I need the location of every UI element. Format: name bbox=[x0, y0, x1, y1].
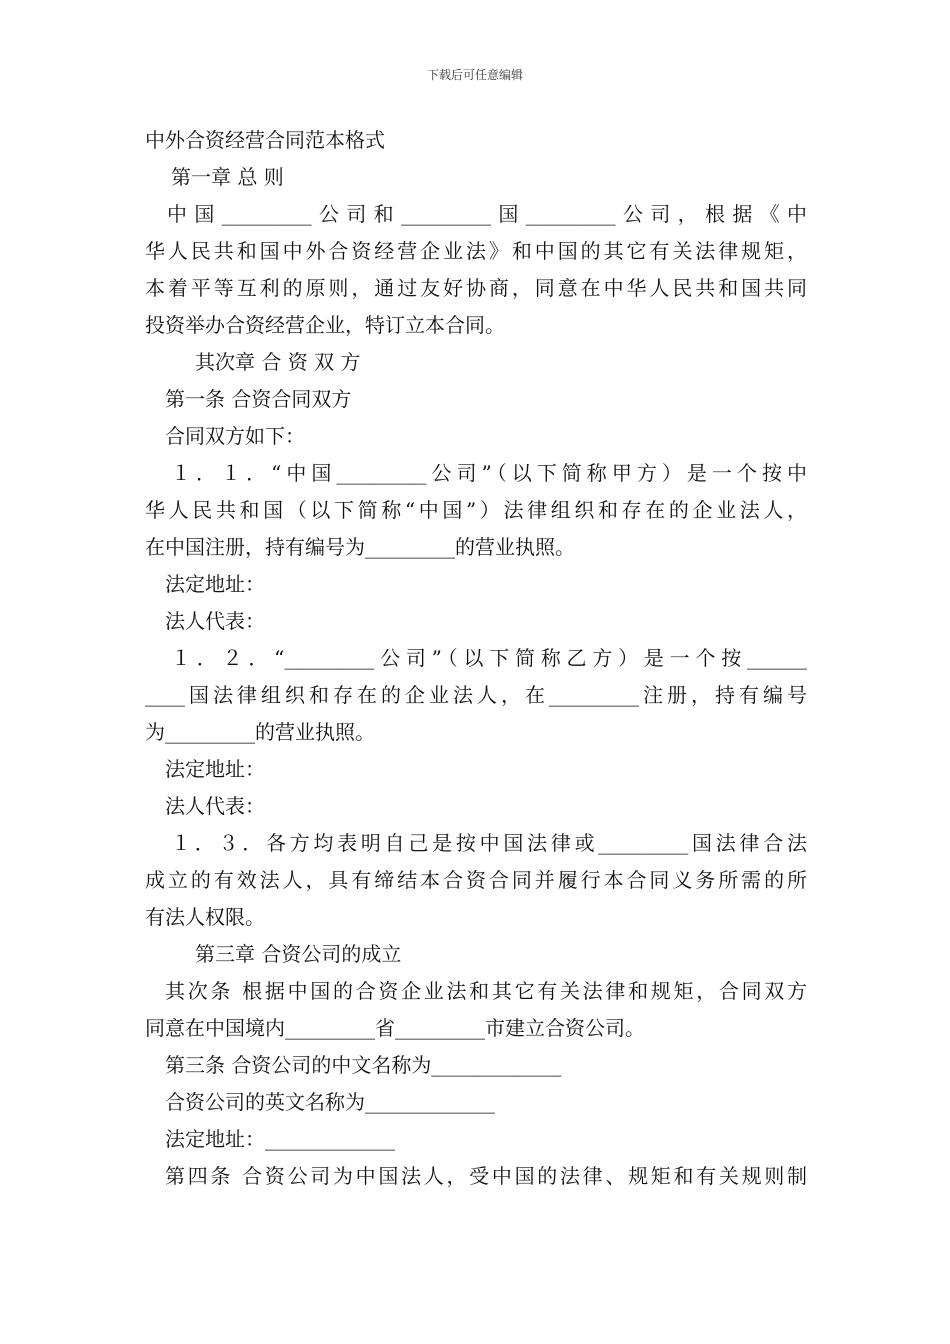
text-line: 华人民共和国中外合资经营企业法》和中国的其它有关法律规矩， bbox=[145, 239, 807, 263]
text-line: 法定地址：_____________ bbox=[165, 1127, 395, 1151]
text-line: 本着平等互利的原则，通过友好协商，同意在中华人民共和国共同 bbox=[145, 276, 807, 300]
text-line: 第一条 合资合同双方 bbox=[165, 387, 352, 411]
text-line: 第一章 总 则 bbox=[171, 165, 284, 189]
text-line: 第三章 合资公司的成立 bbox=[195, 942, 402, 966]
text-line: 同意在中国境内_________省_________市建立合资公司。 bbox=[145, 1016, 645, 1040]
text-line: 法定地址： bbox=[165, 757, 265, 781]
text-line: １．２．“_________公司”（以下简称乙方）是一个按______ bbox=[171, 646, 807, 670]
text-line: 法定地址： bbox=[165, 572, 265, 596]
text-line: 法人代表： bbox=[165, 794, 265, 818]
text-line: 合同双方如下： bbox=[165, 424, 305, 448]
text-line: 第四条 合资公司为中国法人，受中国的法律、规矩和有关规则制 bbox=[165, 1164, 807, 1188]
text-line: 中国_________公司和_________国_________公司，根据《中 bbox=[167, 202, 807, 226]
text-line: 法人代表： bbox=[165, 609, 265, 633]
text-line: １．３．各方均表明自己是按中国法律或_________国法律合法 bbox=[171, 831, 807, 855]
header-note: 下载后可任意编辑 bbox=[426, 68, 523, 82]
text-line: 华人民共和国（以下简称“中国”）法律组织和存在的企业法人， bbox=[145, 498, 807, 522]
text-line: １．１．“中国_________公司”（以下简称甲方）是一个按中 bbox=[171, 461, 807, 485]
text-line: 成立的有效法人，具有缔结本合资合同并履行本合同义务所需的所 bbox=[145, 868, 807, 892]
text-line: 在中国注册，持有编号为_________的营业执照。 bbox=[145, 535, 575, 559]
text-line: 其次章 合 资 双 方 bbox=[195, 350, 361, 374]
text-line: 为_________的营业执照。 bbox=[145, 720, 375, 744]
document-body bbox=[145, 122, 807, 1195]
text-line: 有法人权限。 bbox=[145, 905, 265, 929]
text-line: 投资举办合资经营企业，特订立本合同。 bbox=[145, 313, 505, 337]
text-line: ____国法律组织和存在的企业法人，在_________注册，持有编号 bbox=[145, 683, 807, 707]
text-line: 合资公司的英文名称为_____________ bbox=[165, 1090, 495, 1114]
text-line: 其次条 根据中国的合资企业法和其它有关法律和规矩，合同双方 bbox=[165, 979, 807, 1003]
text-line: 中外合资经营合同范本格式 bbox=[145, 128, 385, 152]
text-line: 第三条 合资公司的中文名称为_____________ bbox=[165, 1053, 562, 1077]
